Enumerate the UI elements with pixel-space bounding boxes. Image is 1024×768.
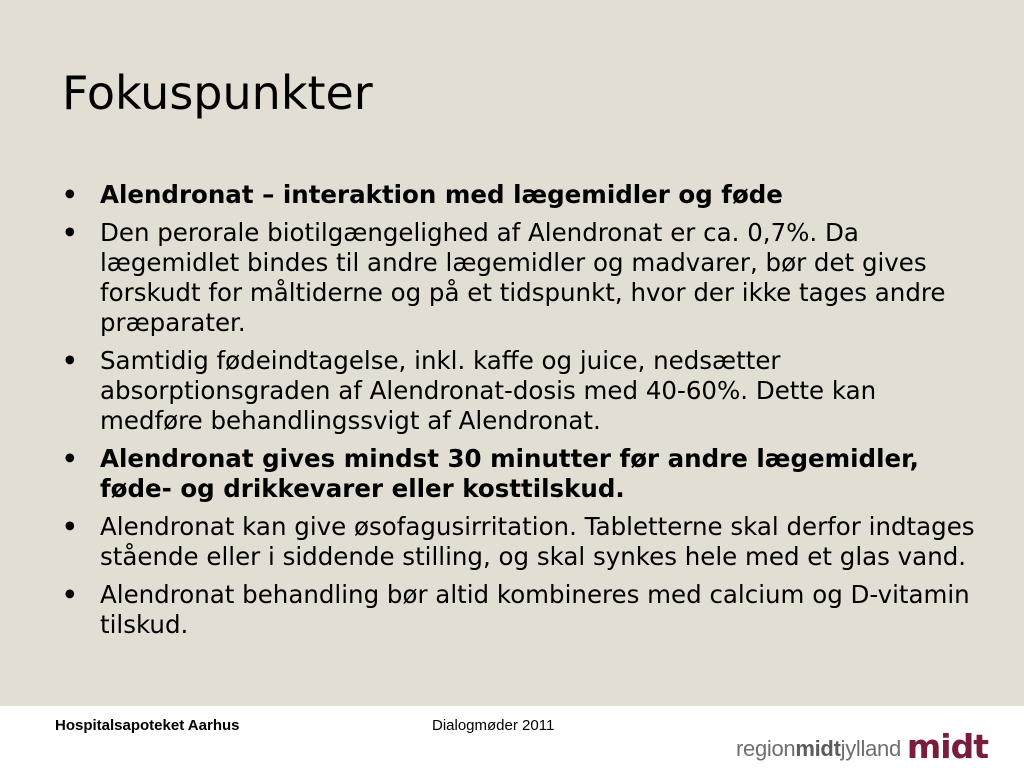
bullet-text: Alendronat gives mindst 30 minutter før andre lægemidler, føde- og drikkevarer eller kosttilskud. xyxy=(100,444,919,503)
bullet-list xyxy=(62,180,982,648)
bullet-item xyxy=(62,346,982,436)
logo-part-region: region xyxy=(736,736,796,761)
bullet-text: Alendronat – interaktion med lægemidler og føde xyxy=(100,180,783,209)
bullet-dot-icon: • xyxy=(62,580,78,609)
logo-part-midt: midt xyxy=(795,736,841,761)
bullet-dot-icon: • xyxy=(62,218,78,247)
slide-title: Fokuspunkter xyxy=(62,66,373,120)
region-midtjylland-logo xyxy=(736,726,988,766)
footer-event: Dialogmøder 2011 xyxy=(432,717,555,734)
bullet-dot-icon: • xyxy=(62,346,78,375)
bullet-item xyxy=(62,580,982,640)
footer xyxy=(0,706,1024,768)
logo-wordmark xyxy=(736,736,901,762)
bullet-text: Den perorale biotilgængelighed af Alendronat er ca. 0,7%. Da lægemidlet bindes til andre lægemidler og madvarer, bør det gives forskudt for måltiderne og på et tidspunkt, hvor der ikke tages andre præparater. xyxy=(100,218,946,337)
bullet-text: Samtidig fødeindtagelse, inkl. kaffe og juice, nedsætter absorptionsgraden af Alendronat-dosis med 40-60%. Dette kan medføre behandlingssvigt af Alendronat. xyxy=(100,346,877,435)
bullet-dot-icon: • xyxy=(62,444,78,473)
bullet-item xyxy=(62,180,982,210)
bullet-item xyxy=(62,512,982,572)
bullet-item xyxy=(62,444,982,504)
logo-part-jylland: jylland xyxy=(840,736,901,761)
bullet-item xyxy=(62,218,982,338)
bullet-text: Alendronat kan give øsofagusirritation. Tabletterne skal derfor indtages stående eller i siddende stilling, og skal synkes hele med et glas vand. xyxy=(100,512,975,571)
bullet-dot-icon: • xyxy=(62,180,78,209)
logo-mark-icon: midt xyxy=(906,727,988,766)
bullet-text: Alendronat behandling bør altid kombineres med calcium og D-vitamin tilskud. xyxy=(100,580,970,639)
footer-organization: Hospitalsapoteket Aarhus xyxy=(55,717,240,734)
bullet-dot-icon: • xyxy=(62,512,78,541)
